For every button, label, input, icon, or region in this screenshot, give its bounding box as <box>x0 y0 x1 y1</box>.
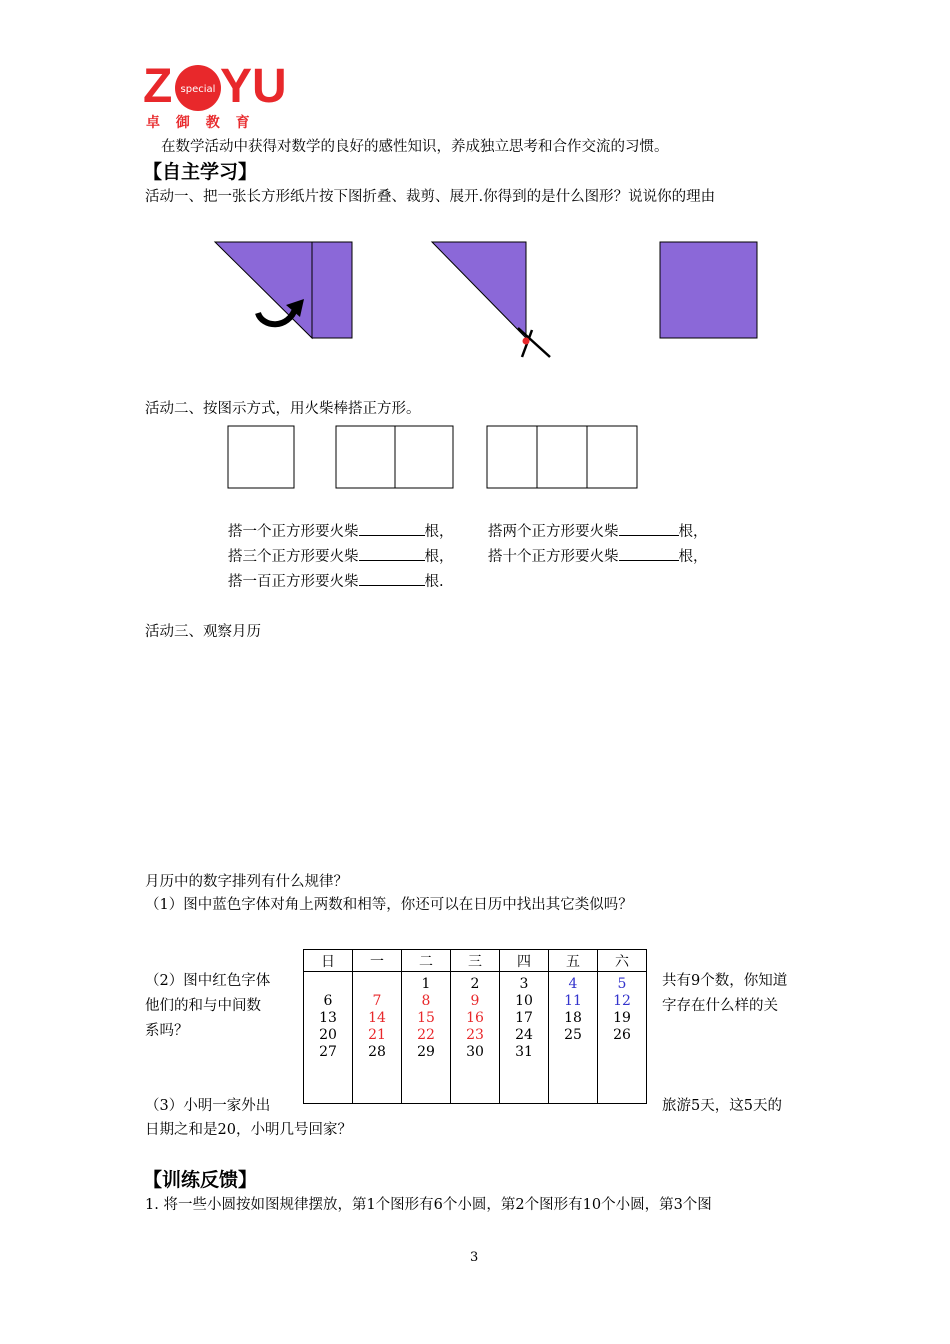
match-question-5 <box>228 570 444 591</box>
calendar-body-row <box>304 972 647 1104</box>
calendar-header-row <box>304 950 647 972</box>
calendar-day: 2 <box>470 976 480 992</box>
page-number: 3 <box>470 1250 479 1265</box>
calendar-header: 六 <box>598 950 647 972</box>
calendar-day: 13 <box>319 1010 337 1026</box>
question-2-left-3: 系吗？ <box>145 1023 189 1039</box>
question-2-left-1: （2）图中红色字体 <box>145 973 271 989</box>
section-title-feedback: 【训练反馈】 <box>143 1169 258 1191</box>
question-2-left-2: 他们的和与中间数 <box>145 998 261 1014</box>
calendar-day-blue: 12 <box>613 993 631 1009</box>
match-question-3-unit: 根， <box>424 549 454 565</box>
calendar-column-sat <box>598 972 647 1104</box>
calendar-column-thu <box>500 972 549 1104</box>
calendar-day-red: 21 <box>368 1027 386 1043</box>
answer-blank[interactable] <box>359 548 425 561</box>
calendar-header: 一 <box>353 950 402 972</box>
calendar-day: 28 <box>368 1044 386 1060</box>
folding-figures <box>200 235 770 365</box>
answer-blank[interactable] <box>359 573 425 586</box>
calendar-day: 26 <box>613 1027 631 1043</box>
match-question-1-unit: 根， <box>424 524 454 540</box>
calendar-day: 19 <box>613 1010 631 1026</box>
answer-blank[interactable] <box>619 523 679 536</box>
match-question-4-unit: 根， <box>678 549 708 565</box>
calendar-day: 25 <box>564 1027 582 1043</box>
calendar-header: 五 <box>549 950 598 972</box>
activity-two: 活动二、按图示方式，用火柴棒搭正方形。 <box>145 401 421 417</box>
match-question-2-text: 搭两个正方形要火柴 <box>488 524 619 540</box>
matchstick-squares <box>220 420 650 495</box>
match-question-1-text: 搭一个正方形要火柴 <box>228 524 359 540</box>
logo-yu: YU <box>220 60 287 113</box>
calendar-day <box>353 976 401 993</box>
question-2-right-1: 共有9个数，你知道 <box>662 973 788 989</box>
match-question-5-text: 搭一百正方形要火柴 <box>228 574 359 590</box>
calendar-day-blue: 4 <box>568 976 578 992</box>
calendar-column-wed <box>451 972 500 1104</box>
calendar-day-red: 15 <box>417 1010 435 1026</box>
question-3-left: （3）小明一家外出 <box>145 1098 271 1114</box>
calendar-day-red: 23 <box>466 1027 484 1043</box>
question-1: （1）图中蓝色字体对角上两数和相等，你还可以在日历中找出其它类似吗？ <box>145 897 633 913</box>
answer-blank[interactable] <box>619 548 679 561</box>
match-question-1 <box>228 520 454 541</box>
match-question-2 <box>488 520 708 541</box>
match-question-4 <box>488 545 708 566</box>
calendar-day: 20 <box>319 1027 337 1043</box>
calendar-column-tue <box>402 972 451 1104</box>
question-pattern: 月历中的数字排列有什么规律？ <box>145 874 348 890</box>
calendar-table <box>303 949 647 1104</box>
calendar-day-red: 7 <box>372 993 382 1009</box>
calendar-header: 三 <box>451 950 500 972</box>
section-title-self-study: 【自主学习】 <box>143 161 258 183</box>
intro-line: 在数学活动中获得对数学的良好的感性知识，养成独立思考和合作交流的习惯。 <box>161 139 669 155</box>
match-question-5-unit: 根. <box>424 574 444 590</box>
calendar-day: 17 <box>515 1010 533 1026</box>
calendar-day-blue: 5 <box>617 976 627 992</box>
exercise-1: 1. 将一些小圆按如图规律摆放，第1个图形有6个小圆，第2个图形有10个小圆，第3个图 <box>145 1197 712 1213</box>
match-question-3-text: 搭三个正方形要火柴 <box>228 549 359 565</box>
logo-subtitle: 卓 御 教 育 <box>146 114 256 130</box>
question-3-right: 旅游5天，这5天的 <box>662 1098 782 1114</box>
one-square <box>228 426 294 488</box>
cut-triangle <box>432 242 526 338</box>
calendar-day: 6 <box>323 993 333 1009</box>
calendar-day: 29 <box>417 1044 435 1060</box>
calendar-day-blue: 11 <box>564 993 582 1009</box>
match-question-4-text: 搭十个正方形要火柴 <box>488 549 619 565</box>
calendar-column-fri <box>549 972 598 1104</box>
calendar-day: 10 <box>515 993 533 1009</box>
activity-three: 活动三、观察月历 <box>145 624 261 640</box>
question-3-line-2: 日期之和是20，小明几号回家？ <box>145 1122 352 1138</box>
calendar-day-red: 9 <box>470 993 480 1009</box>
calendar-column-sun <box>304 972 353 1104</box>
match-question-2-unit: 根， <box>678 524 708 540</box>
logo-circle-text: special <box>180 84 216 95</box>
three-squares <box>487 426 637 488</box>
calendar-column-mon <box>353 972 402 1104</box>
logo-circle <box>174 64 222 112</box>
match-question-3 <box>228 545 454 566</box>
calendar-day: 18 <box>564 1010 582 1026</box>
logo-z: Z <box>143 60 173 113</box>
calendar-day-red: 22 <box>417 1027 435 1043</box>
calendar-day-red: 8 <box>421 993 431 1009</box>
answer-blank[interactable] <box>359 523 425 536</box>
calendar-day: 1 <box>421 976 431 992</box>
question-2-right-2: 字存在什么样的关 <box>662 998 778 1014</box>
calendar-header: 二 <box>402 950 451 972</box>
calendar-day-red: 14 <box>368 1010 386 1026</box>
calendar-header: 日 <box>304 950 353 972</box>
calendar-day-red: 16 <box>466 1010 484 1026</box>
activity-one: 活动一、把一张长方形纸片按下图折叠、裁剪、展开.你得到的是什么图形？说说你的理由 <box>145 189 716 205</box>
calendar-day <box>304 976 352 993</box>
unfolded-square <box>660 242 757 338</box>
calendar-day: 3 <box>519 976 529 992</box>
calendar-header: 四 <box>500 950 549 972</box>
calendar-day: 24 <box>515 1027 533 1043</box>
cut-point <box>523 338 530 345</box>
folded-strip <box>312 242 352 338</box>
calendar-day: 30 <box>466 1044 484 1060</box>
calendar-day: 31 <box>515 1044 533 1060</box>
calendar-day: 27 <box>319 1044 337 1060</box>
